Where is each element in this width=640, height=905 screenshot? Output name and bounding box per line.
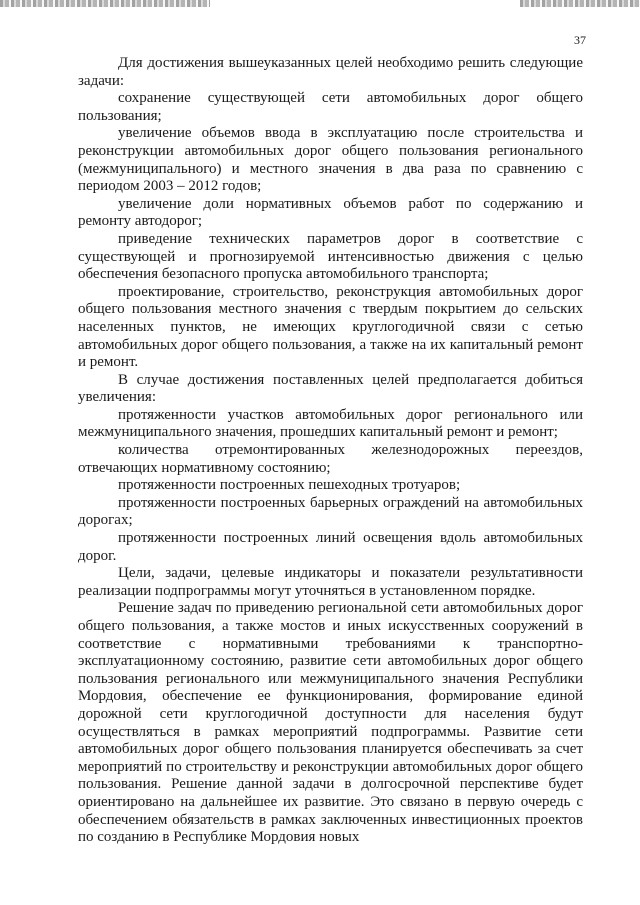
list-item: сохранение существующей сети автомобильных дорог общего пользования; <box>78 90 583 124</box>
list-item: количества отремонтированных железнодорожных переездов, отвечающих нормативному состоянию; <box>78 442 583 476</box>
list-item: увеличение доли нормативных объемов работ по содержанию и ремонту автодорог; <box>78 195 583 230</box>
list-item: проектирование, строительство, реконструкция автомобильных дорог общего пользования местного значения с твердым покрытием до сельских населенных пунктов, не имеющих круглогодичной связи с сетью автомобильных дорог общего пользования, а также на их капитальный ремонт и ремонт. <box>78 283 583 371</box>
paragraph: Цели, задачи, целевые индикаторы и показатели результативности реализации подпрограммы могут уточняться в установленном порядке. <box>78 565 583 599</box>
scan-edge-left <box>0 0 210 7</box>
list-item: приведение технических параметров дорог в соответствие с существующей и прогнозируемой интенсивностью движения с целью обеспечения безопасного пропуска автомобильного транспорта; <box>78 230 583 283</box>
list-item: протяженности построенных пешеходных тротуаров; <box>118 477 461 494</box>
scan-edge-right <box>520 0 640 7</box>
page-number: 37 <box>574 33 586 47</box>
paragraph: Для достижения вышеуказанных целей необходимо решить следующие задачи: <box>78 55 583 89</box>
list-item: протяженности построенных линий освещения вдоль автомобильных дорог. <box>78 530 583 564</box>
paragraph: В случае достижения поставленных целей предполагается добиться увеличения: <box>78 371 583 406</box>
list-item: протяженности участков автомобильных дорог регионального или межмуниципального значения, прошедших капитальный ремонт и ремонт; <box>78 406 583 441</box>
paragraph: Решение задач по приведению региональной сети автомобильных дорог общего пользования, а также мостов и иных искусственных сооружений в соответствие с нормативными требованиями к транспортно-эксплуатационному состоянию, развитие сети автомобильных дорог общего пользования регионального или межмуниципального значения Республики Мордовия, обеспечение ее функционирования, формирование единой дорожной сети круглогодичной доступности для населения будут осуществляться в рамках мероприятий подпрограммы. Развитие сети автомобильных дорог общего пользования планируется обеспечивать за счет мероприятий по строительству и реконструкции автомобильных дорог общего пользования. Решение данной задачи в долгосрочной перспективе будет ориентировано на дальнейшее их развитие. Это связано в первую очередь с обеспечением обязательств в рамках заключенных инвестиционных проектов по созданию в Республике Мордовия новых <box>78 600 583 846</box>
list-item: протяженности построенных барьерных ограждений на автомобильных дорогах; <box>78 494 583 529</box>
document-body <box>78 55 583 847</box>
list-item: увеличение объемов ввода в эксплуатацию после строительства и реконструкции автомобильных дорог общего пользования регионального (межмуниципального) и местного значения в два раза по сравнению с периодом 2003 – 2012 годов; <box>78 125 583 195</box>
